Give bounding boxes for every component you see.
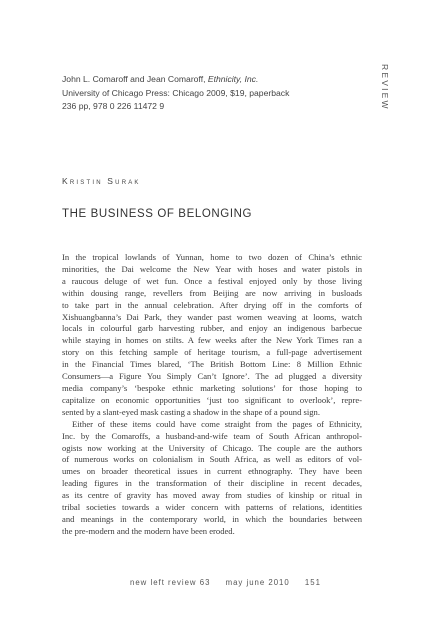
text-line: Inc. by the Comaroffs, a husband-and-wife team of South African anthropol- <box>62 430 362 441</box>
citation-book-title: Ethnicity, Inc. <box>207 74 259 84</box>
text-line: ogists now working at the University of Chicago. The couple are the authors <box>62 442 362 453</box>
page-number: 151 <box>304 578 321 587</box>
citation-authors: John L. Comaroff and Jean Comaroff, <box>62 74 208 84</box>
citation-authors-line <box>62 73 362 87</box>
text-line: media company’s ‘bespoke ethnic marketing solutions’ for those hoping to <box>62 382 362 393</box>
review-author: Kristin Surak <box>62 176 141 186</box>
text-line: sented by a slant-eyed mask casting a shadow in the shape of a pound sign. <box>62 406 320 417</box>
text-line: tribal societies towards a wider concern with patterns of relations, identities <box>62 502 362 513</box>
text-line: to take part in the annual celebration. After drying off in the comforts of <box>62 299 362 310</box>
text-line: Either of these items could have come straight from the pages of Ethnicity, <box>72 418 362 429</box>
text-line: Xishuangbanna’s Dai Park, they wander past women weaving at looms, watch <box>62 311 362 322</box>
text-line: a raucous deluge of wet fun. Once a festival enjoyed only by those living <box>62 275 362 286</box>
text-line: locals in colourful garb harvesting rubber, and enjoy an indigenous barbecue <box>62 323 362 334</box>
text-line: leading figures in the transformation of their discipline in recent decades, <box>62 478 362 489</box>
citation-details: 236 pp, 978 0 226 11472 9 <box>62 101 165 111</box>
text-line: minorities, the Dai welcome the New Year with hoses and water pistols in <box>62 263 362 274</box>
page-footer <box>130 578 333 587</box>
text-line: in the Financial Times blared, ‘The British Bottom Line: 8 Million Ethnic <box>62 359 362 370</box>
paragraph-1 <box>62 252 362 419</box>
text-line: of numerous works on colonialism in South Africa, as well as editors of vol- <box>62 454 362 465</box>
text-line: the pre-modern and the modern have been eroded. <box>62 525 235 536</box>
text-line: while staying in homes on stilts. A few weeks after the New York Times ran a <box>62 335 362 346</box>
article-title: THE BUSINESS OF BELONGING <box>62 208 253 220</box>
text-line: Consumers—a Figure You Simply Can’t Ignore’. The ad plugged a diversity <box>62 371 362 382</box>
journal-issue: new left review 63 <box>130 578 211 587</box>
text-line: within dousing range, revellers from Beijing are now arriving in busloads <box>62 287 362 298</box>
paragraph-2 <box>62 419 362 538</box>
section-label-review: REVIEW <box>380 64 390 111</box>
citation-publisher: University of Chicago Press: Chicago 2009, $19, paperback <box>62 87 290 98</box>
issue-date: may june 2010 <box>225 578 290 587</box>
text-line: as its centre of gravity has moved away from studies of kinship or ritual in <box>62 490 362 501</box>
text-line: and meanings in the contemporary world, in which the boundaries between <box>62 513 362 524</box>
text-line: capitalize on economic opportunities ‘just too significant to overlook’, repre- <box>62 394 362 405</box>
text-line: umes on broader theoretical issues in current ethnography. They have been <box>62 466 362 477</box>
text-line: story on this fetching sample of heritage tourism, a full-page advertisement <box>62 347 362 358</box>
article-body <box>62 252 362 538</box>
book-citation <box>62 73 362 114</box>
text-line: In the tropical lowlands of Yunnan, home to two dozen of China’s ethnic <box>62 252 362 262</box>
